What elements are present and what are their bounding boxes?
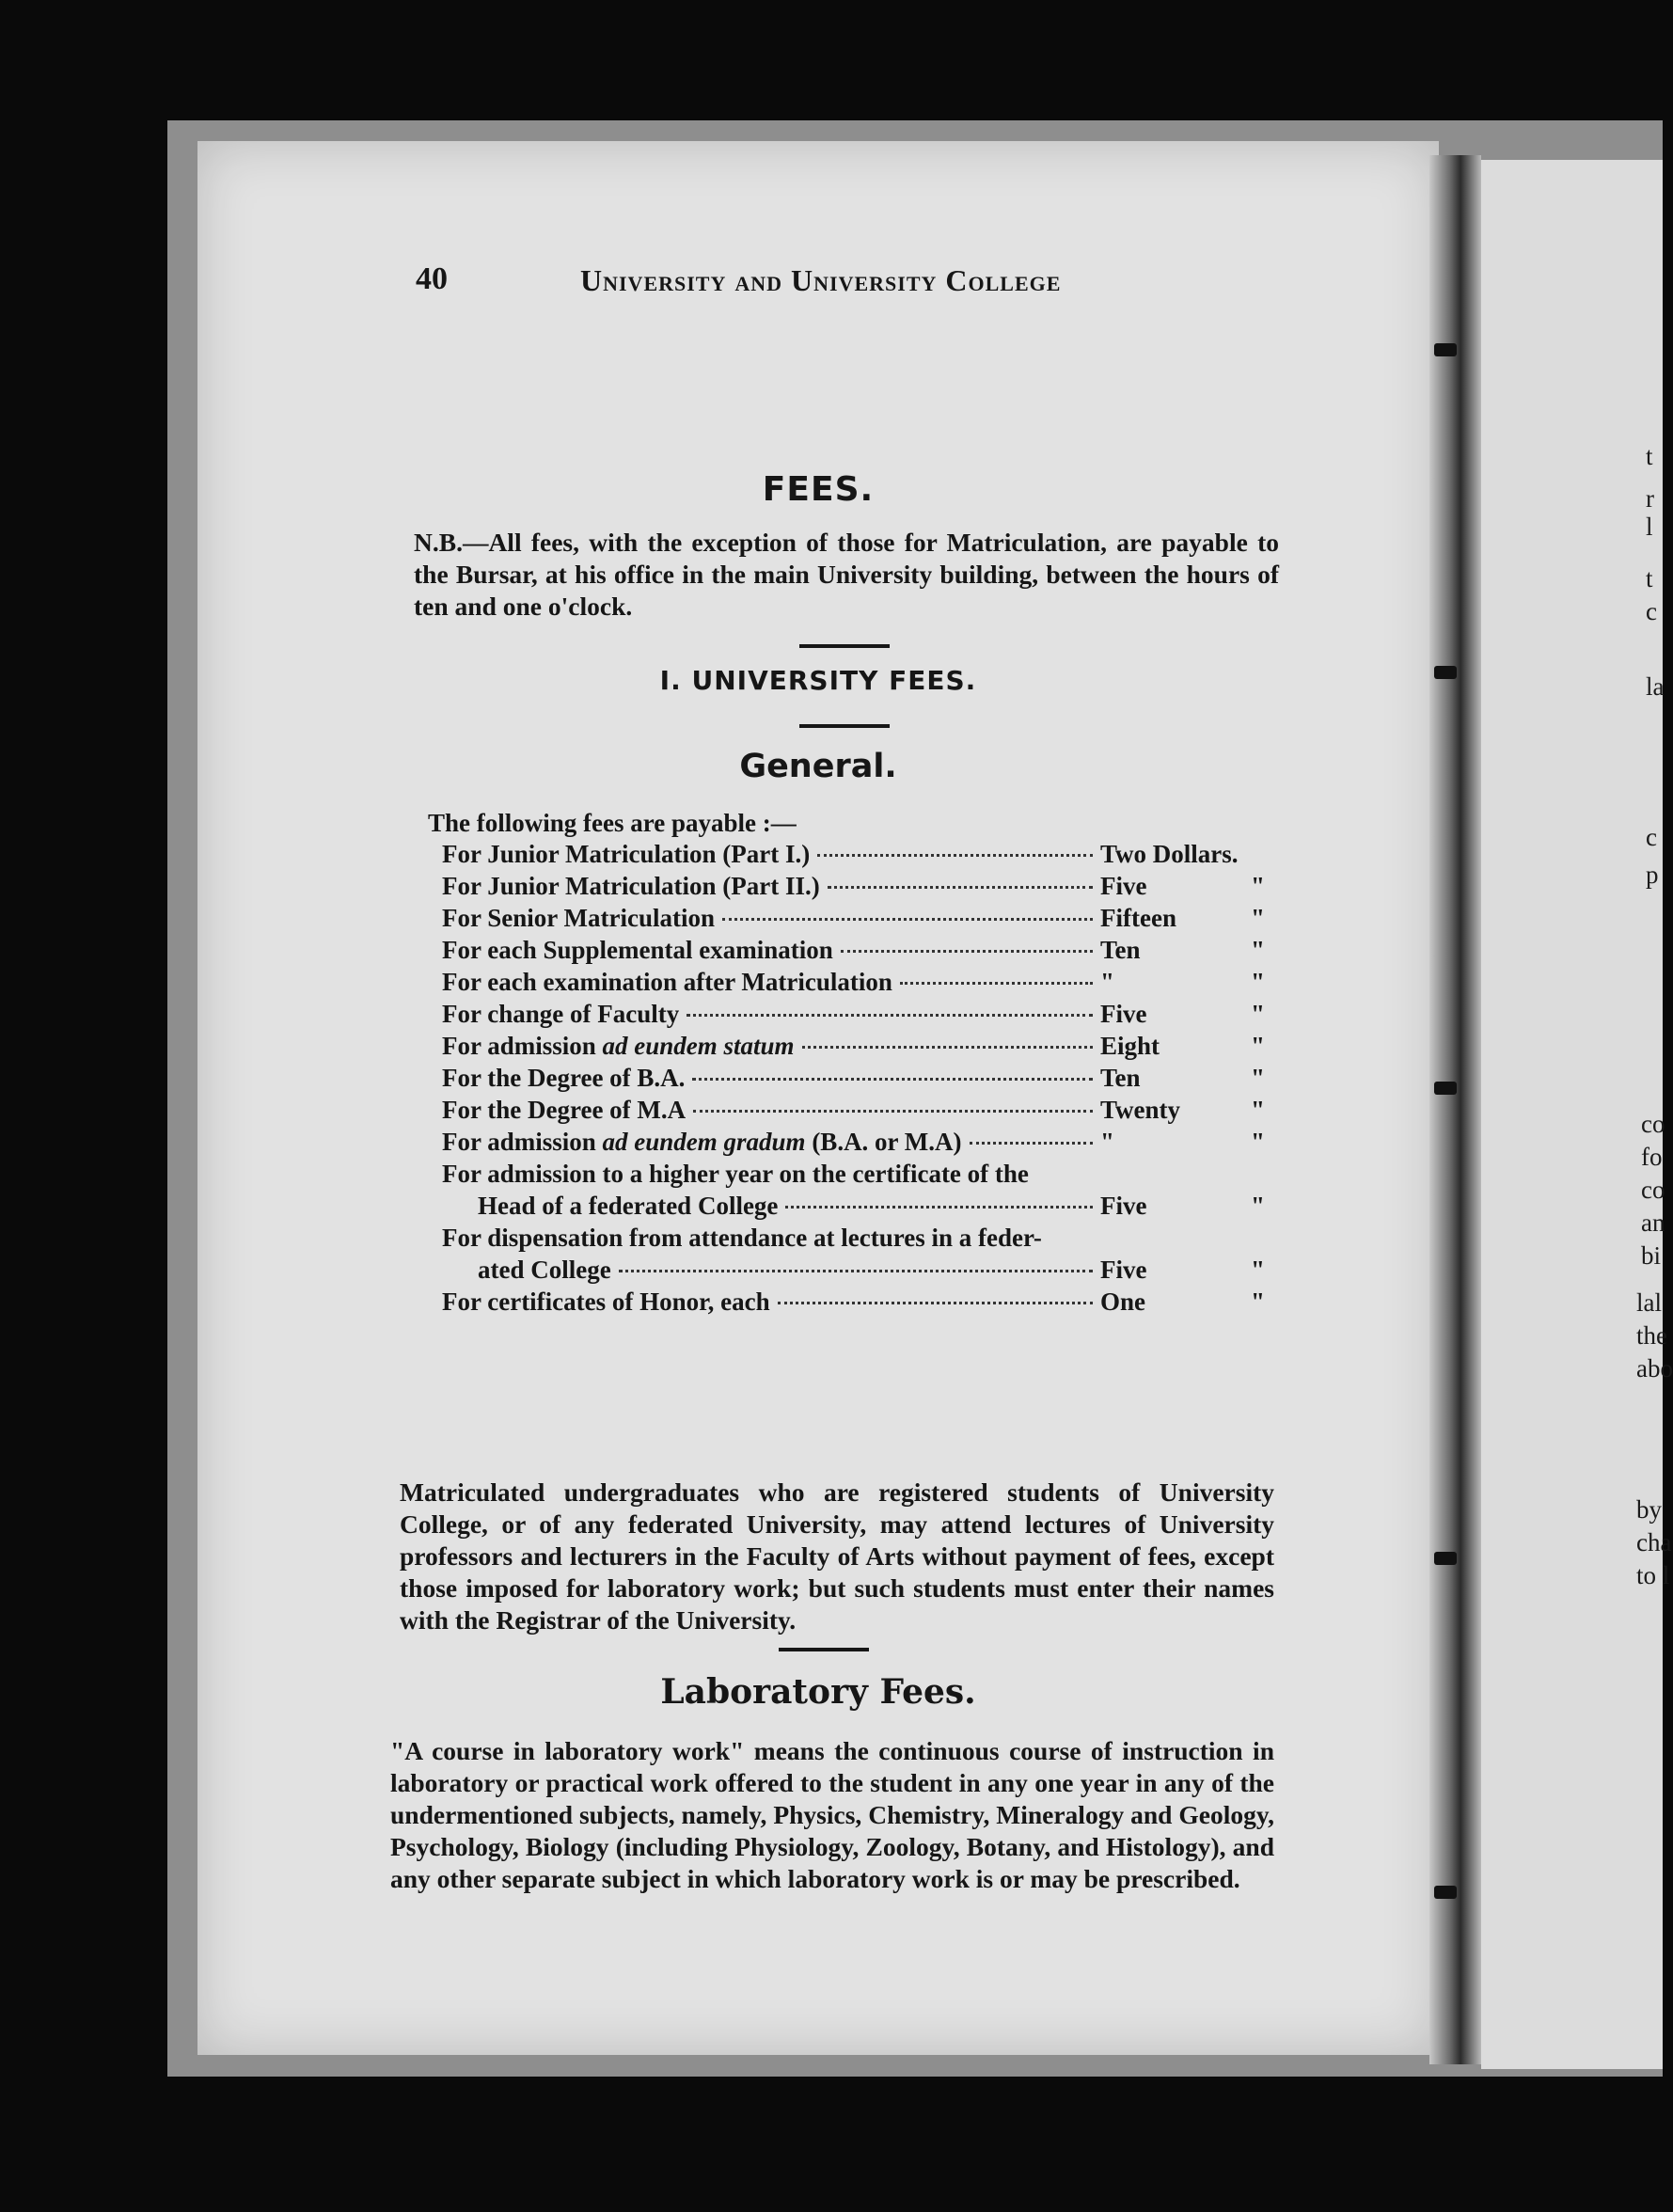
book-page-right xyxy=(1481,160,1673,2069)
right-page-fragment: t xyxy=(1646,442,1653,470)
fee-label: For the Degree of M.A xyxy=(442,1096,687,1124)
right-page-fragment: by xyxy=(1636,1495,1662,1524)
binding-stitch xyxy=(1434,1552,1457,1565)
fee-row xyxy=(442,904,1288,936)
fees-intro: The following fees are payable :— xyxy=(428,809,797,837)
right-page-fragment: p xyxy=(1646,861,1659,889)
right-page-fragment: co xyxy=(1641,1110,1665,1138)
fee-label-line1: For admission to a higher year on the certificate of the xyxy=(442,1160,1029,1188)
ditto-mark: " xyxy=(1251,1000,1265,1028)
binding-stitch xyxy=(1434,343,1457,356)
dot-leader xyxy=(687,1014,1093,1017)
dot-leader xyxy=(841,950,1093,953)
divider-rule xyxy=(799,724,890,728)
fee-label-suffix: (B.A. or M.A) xyxy=(805,1128,962,1156)
dot-leader xyxy=(692,1078,1093,1081)
nb-paragraph: N.B.—All fees, with the exception of those for Matriculation, are payable to the Bursar, at his office in the main University building, between the hours of ten and one o'clock. xyxy=(414,528,1279,621)
right-page-fragment: the xyxy=(1636,1321,1667,1350)
right-page-fragment: an xyxy=(1641,1209,1665,1237)
ditto-mark: " xyxy=(1251,1032,1265,1060)
right-page-fragment: cha xyxy=(1636,1528,1672,1556)
ditto-mark: " xyxy=(1251,1256,1265,1284)
right-page-fragment: co xyxy=(1641,1176,1665,1204)
right-page-fragment: to l xyxy=(1636,1561,1670,1589)
fee-label-line2-row xyxy=(442,1192,1288,1224)
ditto-mark: " xyxy=(1251,968,1265,996)
fee-label: For Junior Matriculation (Part II.) xyxy=(442,872,820,900)
fee-label-latin: ad eundem statum xyxy=(602,1032,795,1060)
page-header xyxy=(416,261,1243,299)
dot-leader xyxy=(778,1302,1093,1304)
ditto-mark: " xyxy=(1251,1064,1265,1092)
fee-label-line1: For dispensation from attendance at lectures in a feder- xyxy=(442,1224,1042,1252)
ditto-mark: " xyxy=(1251,936,1265,964)
fee-amount: " xyxy=(1100,1128,1114,1156)
ditto-mark: " xyxy=(1251,1192,1265,1220)
divider-rule xyxy=(779,1648,869,1651)
fee-amount: One xyxy=(1100,1288,1146,1316)
dot-leader xyxy=(619,1270,1093,1272)
fee-label: For the Degree of B.A. xyxy=(442,1064,686,1092)
fee-amount: Five xyxy=(1100,872,1147,900)
fee-row xyxy=(442,1224,1288,1288)
dot-leader xyxy=(817,854,1093,857)
right-page-fragment: lal xyxy=(1636,1288,1662,1317)
fee-amount: Ten xyxy=(1100,936,1141,964)
fee-label xyxy=(442,1128,962,1157)
fee-row xyxy=(442,840,1288,872)
binding-stitch xyxy=(1434,1886,1457,1899)
laboratory-fees-heading: Laboratory Fees. xyxy=(660,1672,976,1712)
fee-row xyxy=(442,1064,1288,1096)
fees-heading: FEES. xyxy=(762,470,875,509)
general-heading: General. xyxy=(739,748,897,785)
fee-amount: Fifteen xyxy=(1100,904,1176,932)
fee-amount: " xyxy=(1100,968,1114,996)
fee-row xyxy=(442,872,1288,904)
fee-row xyxy=(442,1288,1288,1319)
fees-table xyxy=(442,840,1288,1319)
fee-label: For change of Faculty xyxy=(442,1000,680,1028)
ditto-mark: " xyxy=(1251,872,1265,900)
ditto-mark: " xyxy=(1251,1096,1265,1124)
right-page-fragment: c xyxy=(1646,823,1657,851)
right-page-fragment: l xyxy=(1646,513,1653,541)
binding-stitch xyxy=(1434,666,1457,679)
fee-label: For certificates of Honor, each xyxy=(442,1288,770,1316)
right-page-fragment: c xyxy=(1646,597,1657,625)
right-page-fragment: t xyxy=(1646,564,1653,592)
binding-stitch xyxy=(1434,1082,1457,1095)
page-number: 40 xyxy=(416,261,448,296)
fee-amount: Five xyxy=(1100,1192,1147,1220)
section-title: I. UNIVERSITY FEES. xyxy=(659,665,977,696)
fee-row xyxy=(442,1096,1288,1128)
fee-label-prefix: For admission xyxy=(442,1032,603,1060)
dot-leader xyxy=(828,886,1093,889)
fee-row xyxy=(442,1128,1288,1160)
fee-label: For each Supplemental examination xyxy=(442,936,833,964)
right-page-fragment: bi xyxy=(1641,1241,1662,1270)
fee-label-line2-row xyxy=(442,1256,1288,1288)
ditto-mark: " xyxy=(1251,1288,1265,1316)
dot-leader xyxy=(802,1046,1093,1049)
book-page-left xyxy=(197,141,1439,2055)
fee-row xyxy=(442,1000,1288,1032)
dot-leader xyxy=(900,982,1093,985)
laboratory-fees-paragraph: "A course in laboratory work" means the continuous course of instruction in laboratory or practical work offered to the student in any one year in any of the undermentioned subjects, namely, Physics, Chemistry, Mineralogy and Geology, Psychology, Biology (including Physiology, Zoology, Botany, and Histology), and any other separate subject in which laboratory work is or may be prescribed. xyxy=(390,1736,1274,1893)
dot-leader xyxy=(722,918,1093,921)
fee-label: For each examination after Matriculation xyxy=(442,968,892,996)
fee-label-line2: ated College xyxy=(478,1256,611,1284)
running-title: University and University College xyxy=(580,263,1062,297)
ditto-mark: " xyxy=(1251,1128,1265,1156)
fee-label-latin: ad eundem gradum xyxy=(602,1128,806,1156)
fee-label-prefix: For admission xyxy=(442,1128,603,1156)
right-page-fragment: fo xyxy=(1641,1143,1663,1171)
dot-leader xyxy=(785,1206,1093,1209)
fee-amount: Two Dollars. xyxy=(1100,840,1239,868)
ditto-mark: " xyxy=(1251,904,1265,932)
fee-label: For Junior Matriculation (Part I.) xyxy=(442,840,811,868)
fee-label-line2: Head of a federated College xyxy=(478,1192,779,1220)
divider-rule xyxy=(799,644,890,648)
dot-leader xyxy=(970,1142,1093,1145)
fee-amount: Ten xyxy=(1100,1064,1141,1092)
fee-amount: Five xyxy=(1100,1000,1147,1028)
right-page-fragment: la xyxy=(1646,672,1665,701)
matriculated-note: Matriculated undergraduates who are registered students of University College, or of any federated University, may attend lectures of University professors and lecturers in the Faculty of Arts without payment of fees, except those imposed for laboratory work; but such students must enter their names with the Registrar of the University. xyxy=(400,1477,1274,1635)
book-gutter xyxy=(1429,155,1481,2064)
fee-row xyxy=(442,1032,1288,1064)
right-page-fragment: r xyxy=(1646,484,1654,513)
fee-row xyxy=(442,936,1288,968)
fee-amount: Eight xyxy=(1100,1032,1160,1060)
fee-label: For Senior Matriculation xyxy=(442,904,715,932)
right-page-fragment: abo xyxy=(1636,1354,1673,1382)
fee-row xyxy=(442,968,1288,1000)
fee-label-multiline xyxy=(442,1160,1288,1224)
fee-amount: Twenty xyxy=(1100,1096,1180,1124)
fee-label-multiline xyxy=(442,1224,1288,1288)
fee-amount: Five xyxy=(1100,1256,1147,1284)
fee-label xyxy=(442,1032,795,1061)
dot-leader xyxy=(693,1110,1093,1113)
fee-row xyxy=(442,1160,1288,1224)
